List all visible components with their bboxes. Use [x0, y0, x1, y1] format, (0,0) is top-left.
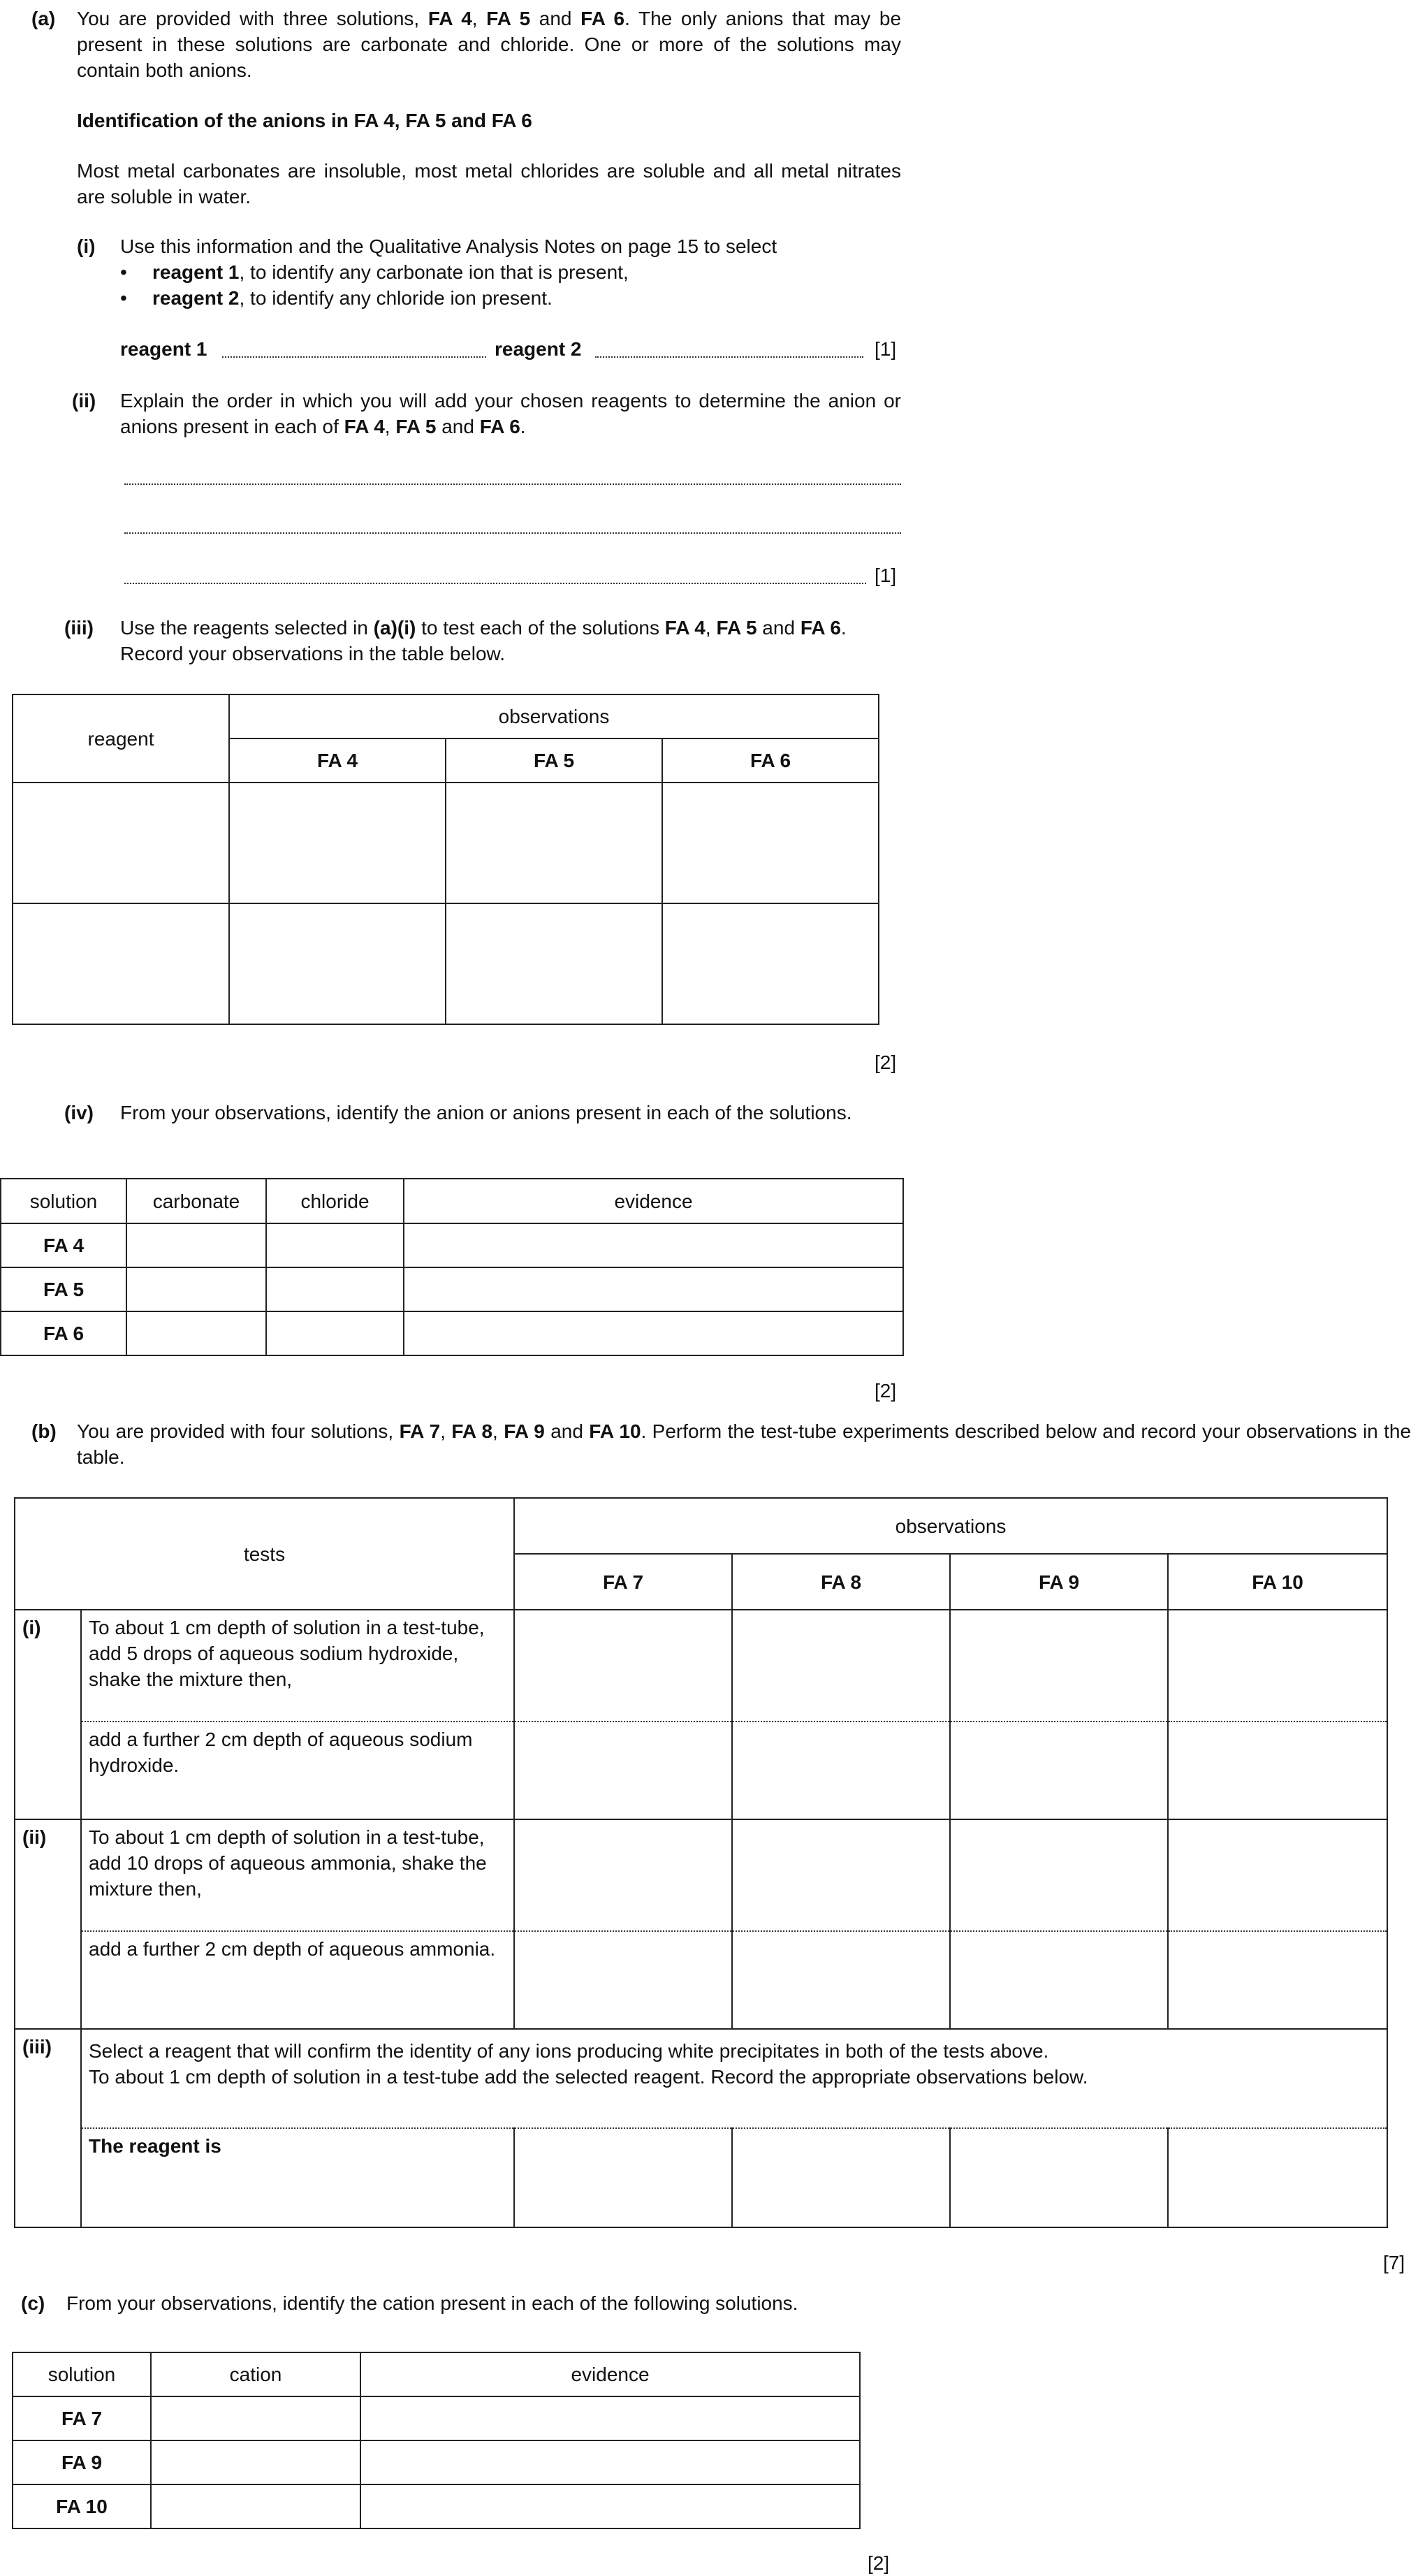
answer-line-ii-3[interactable] [124, 583, 866, 584]
observations-header: observations [229, 694, 879, 738]
b-text-2: . Perform the test-tube experiments described below and record your observations in the table. [77, 1420, 1411, 1468]
bullet-1-rest: , to identify any carbonate ion that is present, [239, 261, 629, 283]
reagent-2-bold: reagent 2 [152, 287, 240, 309]
answer-cell[interactable] [151, 2440, 360, 2484]
test-ii-label: (ii) [15, 1819, 81, 2029]
obs-cell[interactable] [950, 1819, 1168, 1931]
test-i-step-2: add a further 2 cm depth of aqueous sodium hydroxide. [81, 1722, 514, 1819]
row-fa6: FA 6 [1, 1311, 126, 1355]
obs-cell[interactable] [732, 1819, 950, 1931]
part-c-label: (c) [21, 2292, 45, 2314]
solution-header: solution [13, 2352, 151, 2396]
obs-cell[interactable] [446, 903, 662, 1024]
anion-identification-table [0, 1178, 904, 1356]
evidence-header: evidence [360, 2352, 860, 2396]
row-fa5: FA 5 [1, 1267, 126, 1311]
col-fa7: FA 7 [514, 1554, 732, 1610]
iii-text-2: to test each of the solutions [416, 617, 665, 639]
reagent-1-bold: reagent 1 [152, 261, 240, 283]
row-fa4: FA 4 [1, 1223, 126, 1267]
intro-text-2: . The only anions that may be present in these solutions are carbonate and chloride. One or more of the solutions may contain both anions. [77, 8, 902, 81]
b-text-1: You are provided with four solutions, [77, 1420, 400, 1442]
test-iii-line-2: To about 1 cm depth of solution in a test-tube add the selected reagent. Record the appropriate observations below. [89, 2066, 1088, 2088]
fa10-ref: FA 10 [589, 1420, 641, 1442]
and-word: and [530, 8, 581, 29]
fa5-ref: FA 5 [395, 416, 437, 437]
answer-cell[interactable] [126, 1311, 266, 1355]
answer-cell[interactable] [360, 2396, 860, 2440]
obs-cell[interactable] [732, 2128, 950, 2227]
answer-cell[interactable] [151, 2484, 360, 2528]
reagent-cell-1[interactable] [13, 783, 229, 903]
sep: , [440, 1420, 452, 1442]
marks-a-iv: [2] [875, 1380, 897, 1402]
answer-cell[interactable] [404, 1311, 903, 1355]
part-a-iii-label: (iii) [64, 617, 94, 639]
bullet-1: • [120, 261, 127, 283]
part-a-iii-text-2: Record your observations in the table below. [120, 643, 505, 664]
and-word: and [436, 416, 480, 437]
marks-a-i: [1] [875, 338, 897, 360]
obs-cell[interactable] [950, 1610, 1168, 1722]
obs-cell[interactable] [950, 1931, 1168, 2029]
carbonate-header: carbonate [126, 1179, 266, 1223]
part-a-ii-label: (ii) [72, 390, 96, 412]
part-a-ii-text [120, 388, 901, 439]
answer-cell[interactable] [360, 2440, 860, 2484]
answer-cell[interactable] [360, 2484, 860, 2528]
part-a-label: (a) [31, 8, 56, 29]
marks-a-iii: [2] [875, 1051, 897, 1073]
and-word: and [544, 1420, 590, 1442]
fa6-ref: FA 6 [580, 8, 625, 29]
row-fa9: FA 9 [13, 2440, 151, 2484]
row-fa10: FA 10 [13, 2484, 151, 2528]
fa6-ref: FA 6 [479, 416, 520, 437]
solution-header: solution [1, 1179, 126, 1223]
answer-line-ii-1[interactable] [124, 483, 901, 485]
row-fa7: FA 7 [13, 2396, 151, 2440]
part-a-iii-text: Use the reagents selected in (a)(i) to test each of the solutions FA 4, FA 5 and FA 6. [120, 617, 847, 639]
test-iii-line-1: Select a reagent that will confirm the identity of any ions producing white precipitates in both of the tests above. [89, 2040, 1049, 2062]
bullet-2-text [152, 285, 553, 311]
obs-cell[interactable] [446, 783, 662, 903]
iii-text-1: Use the reagents selected in [120, 617, 374, 639]
obs-cell[interactable] [732, 1610, 950, 1722]
obs-cell[interactable] [514, 1722, 732, 1819]
test-iii-label: (iii) [15, 2029, 81, 2227]
answer-cell[interactable] [151, 2396, 360, 2440]
test-ii-step-1: To about 1 cm depth of solution in a test-tube, add 10 drops of aqueous ammonia, shake the mixture then, [81, 1819, 514, 1931]
reagent-header: reagent [13, 694, 229, 783]
test-i-label: (i) [15, 1610, 81, 1819]
anion-heading: Identification of the anions in FA 4, FA 5 and FA 6 [77, 110, 532, 131]
obs-cell[interactable] [514, 1819, 732, 1931]
reagent-is-label[interactable]: The reagent is [81, 2128, 514, 2227]
part-a-iv-text: From your observations, identify the anion or anions present in each of the solutions. [120, 1102, 852, 1123]
cation-identification-table [12, 2352, 861, 2529]
bullet-1-text [152, 259, 629, 285]
obs-cell[interactable] [1168, 1931, 1387, 2029]
ii-tail: . [520, 416, 526, 437]
intro-text: You are provided with three solutions, [77, 8, 428, 29]
obs-cell[interactable] [1168, 1722, 1387, 1819]
bullet-2: • [120, 287, 127, 309]
obs-cell[interactable] [950, 2128, 1168, 2227]
test-iii-instructions [81, 2029, 1387, 2128]
obs-cell[interactable] [662, 783, 879, 903]
fa4-ref: FA 4 [427, 8, 472, 29]
obs-cell[interactable] [1168, 1610, 1387, 1722]
obs-cell[interactable] [950, 1722, 1168, 1819]
reagent-1-label: reagent 1 [120, 338, 207, 360]
obs-cell[interactable] [732, 1722, 950, 1819]
test-ii-step-2: add a further 2 cm depth of aqueous ammonia. [81, 1931, 514, 2029]
obs-cell[interactable] [1168, 1819, 1387, 1931]
bullet-2-rest: , to identify any chloride ion present. [239, 287, 553, 309]
reagent-1-answer-line[interactable] [222, 356, 486, 358]
part-a-intro [77, 6, 901, 83]
part-a-i-label: (i) [77, 235, 96, 257]
sep: , [384, 416, 396, 437]
answer-cell[interactable] [404, 1267, 903, 1311]
col-fa6: FA 6 [662, 738, 879, 783]
obs-cell[interactable] [662, 903, 879, 1024]
col-fa9: FA 9 [950, 1554, 1168, 1610]
answer-cell[interactable] [126, 1223, 266, 1267]
solubility-info: Most metal carbonates are insoluble, most metal chlorides are soluble and all metal nitrates are soluble in water. [77, 160, 901, 208]
col-fa4: FA 4 [229, 738, 446, 783]
ref-a-i: (a)(i) [373, 617, 416, 639]
sep: , [492, 1420, 504, 1442]
part-a-iv-label: (iv) [64, 1102, 94, 1123]
and-word: and [756, 617, 800, 639]
part-b-label: (b) [31, 1420, 57, 1442]
sep: , [471, 8, 487, 29]
sep: , [705, 617, 717, 639]
marks-a-ii: [1] [875, 565, 897, 586]
part-a-i-text: Use this information and the Qualitative Analysis Notes on page 15 to select [120, 235, 777, 257]
fa5-ref: FA 5 [486, 8, 531, 29]
obs-cell[interactable] [1168, 2128, 1387, 2227]
answer-line-ii-2[interactable] [124, 532, 901, 534]
fa4-ref: FA 4 [344, 416, 385, 437]
obs-cell[interactable] [514, 1931, 732, 2029]
part-c-text: From your observations, identify the cation present in each of the following solutions. [66, 2292, 798, 2314]
marks-c: [2] [868, 2552, 890, 2574]
fa9-ref: FA 9 [504, 1420, 545, 1442]
obs-cell[interactable] [732, 1931, 950, 2029]
reagent-2-answer-line[interactable] [595, 356, 863, 358]
fa4-ref: FA 4 [664, 617, 706, 639]
anion-observation-table [12, 694, 879, 1025]
tests-header: tests [15, 1498, 514, 1610]
obs-cell[interactable] [229, 903, 446, 1024]
test-i-step-1: To about 1 cm depth of solution in a test-tube, add 5 drops of aqueous sodium hydroxide, shake the mixture then, [81, 1610, 514, 1722]
observations-header: observations [514, 1498, 1387, 1554]
cation-header: cation [151, 2352, 360, 2396]
reagent-cell-2[interactable] [13, 903, 229, 1024]
col-fa8: FA 8 [732, 1554, 950, 1610]
fa5-ref: FA 5 [716, 617, 757, 639]
cation-tests-table [14, 1497, 1388, 2228]
answer-cell[interactable] [266, 1267, 404, 1311]
marks-b: [7] [1383, 2252, 1405, 2273]
evidence-header: evidence [404, 1179, 903, 1223]
answer-cell[interactable] [266, 1223, 404, 1267]
col-fa5: FA 5 [446, 738, 662, 783]
col-fa10: FA 10 [1168, 1554, 1387, 1610]
chloride-header: chloride [266, 1179, 404, 1223]
answer-cell[interactable] [126, 1267, 266, 1311]
fa7-ref: FA 7 [399, 1420, 441, 1442]
answer-cell[interactable] [404, 1223, 903, 1267]
obs-cell[interactable] [514, 1610, 732, 1722]
ii-text: Explain the order in which you will add your chosen reagents to determine the anion or anions present in each of [120, 390, 901, 437]
fa8-ref: FA 8 [451, 1420, 493, 1442]
part-b-intro [77, 1418, 1411, 1470]
reagent-2-label: reagent 2 [495, 338, 582, 360]
obs-cell[interactable] [229, 783, 446, 903]
obs-cell[interactable] [514, 2128, 732, 2227]
answer-cell[interactable] [266, 1311, 404, 1355]
fa6-ref: FA 6 [800, 617, 841, 639]
